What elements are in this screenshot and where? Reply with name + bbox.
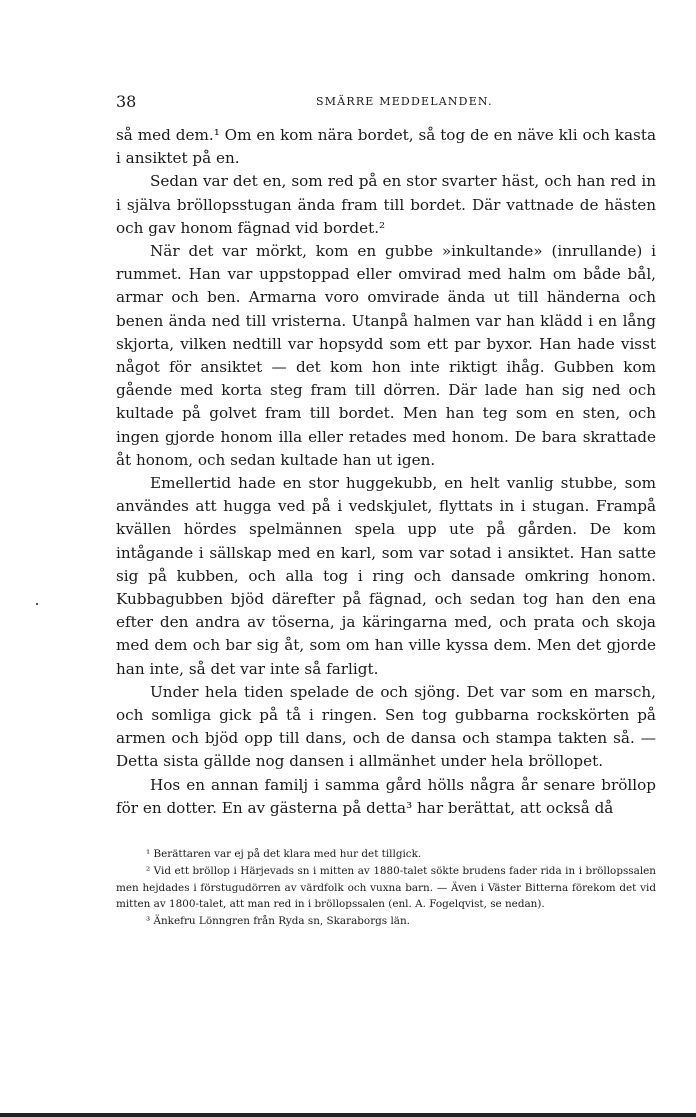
page-number: 38	[116, 92, 137, 111]
paragraph: När det var mörkt, kom en gubbe »inkultande» (inrullande) i rummet. Han var uppstoppad eller omvirad med halm om både bål, armar och ben. Armarna voro omvirade ända ut till händerna och benen ända ned till vristerna. Utanpå halmen var han klädd i en lång skjorta, vilken nedtill var hopsydd som ett par byxor. Han hade visst något för ansiktet — det kom hon inte riktigt ihåg. Gubben kom gående med korta steg fram till dörren. Där lade han sig ned och kultade på golvet fram till bordet. Men han teg som en sten, och ingen gjorde honom illa eller retades med honom. De bara skrattade åt honom, och sedan kultade han ut igen.	[116, 242, 656, 469]
paragraph: Under hela tiden spelade de och sjöng. Det var som en marsch, och somliga gick på tå i ringen. Sen tog gubbarna rockskörten på armen och bjöd opp till dans, och de dansa och stampa takten så. — Detta sista gällde nog dansen i allmänhet under hela bröllopet.	[116, 682, 656, 771]
body-text	[116, 124, 656, 820]
scan-speck	[36, 603, 38, 605]
scan-edge	[0, 1113, 696, 1117]
footnote: ¹ Berättaren var ej på det klara med hur det tillgick.	[146, 848, 422, 860]
paragraph: Sedan var det en, som red på en stor svarter häst, och han red in i själva bröllopsstugan ända fram till bordet. Där vattnade de hästen och gav honom fägnad vid bordet.²	[116, 172, 656, 237]
footnote: ² Vid ett bröllop i Härjevads sn i mitten av 1880-talet sökte brudens fader rida in i bröllopssalen men hejdades i förstugudörren av värdfolk och vuxna barn. — Även i Väster Bitterna förekom det vid mitten av 1800-talet, att man red in i bröllopssalen (enl. A. Fogelqvist, se nedan).	[116, 864, 656, 911]
footnote: ³ Änkefru Lönngren från Ryda sn, Skaraborgs län.	[146, 915, 410, 928]
page-header	[116, 92, 656, 112]
footnotes	[116, 846, 656, 930]
paragraph-continued: så med dem.¹ Om en kom nära bordet, så tog de en näve kli och kasta i ansiktet på en.	[116, 126, 656, 168]
paragraph: Hos en annan familj i samma gård hölls några år senare bröllop för en dotter. En av gästerna på detta³ har berättat, att också då	[116, 775, 656, 817]
running-head: SMÄRRE MEDDELANDEN.	[316, 95, 493, 108]
paragraph: Emellertid hade en stor huggekubb, en helt vanlig stubbe, som användes att hugga ved på i vedskjulet, flyttats in i stugan. Frampå kvällen hördes spelmännen spela upp ute på gården. De kom intågande i sällskap med en karl, som var sotad i ansiktet. Han satte sig på kubben, och alla tog i ring och dansade omkring honom. Kubbagubben bjöd därefter på fägnad, och sedan tog han den ena efter den andra av töserna, ja käringarna med, och prata och skoja med dem och bar sig åt, som om han ville kyssa dem. Men det gjorde han inte, så det var inte så farligt.	[116, 474, 656, 678]
